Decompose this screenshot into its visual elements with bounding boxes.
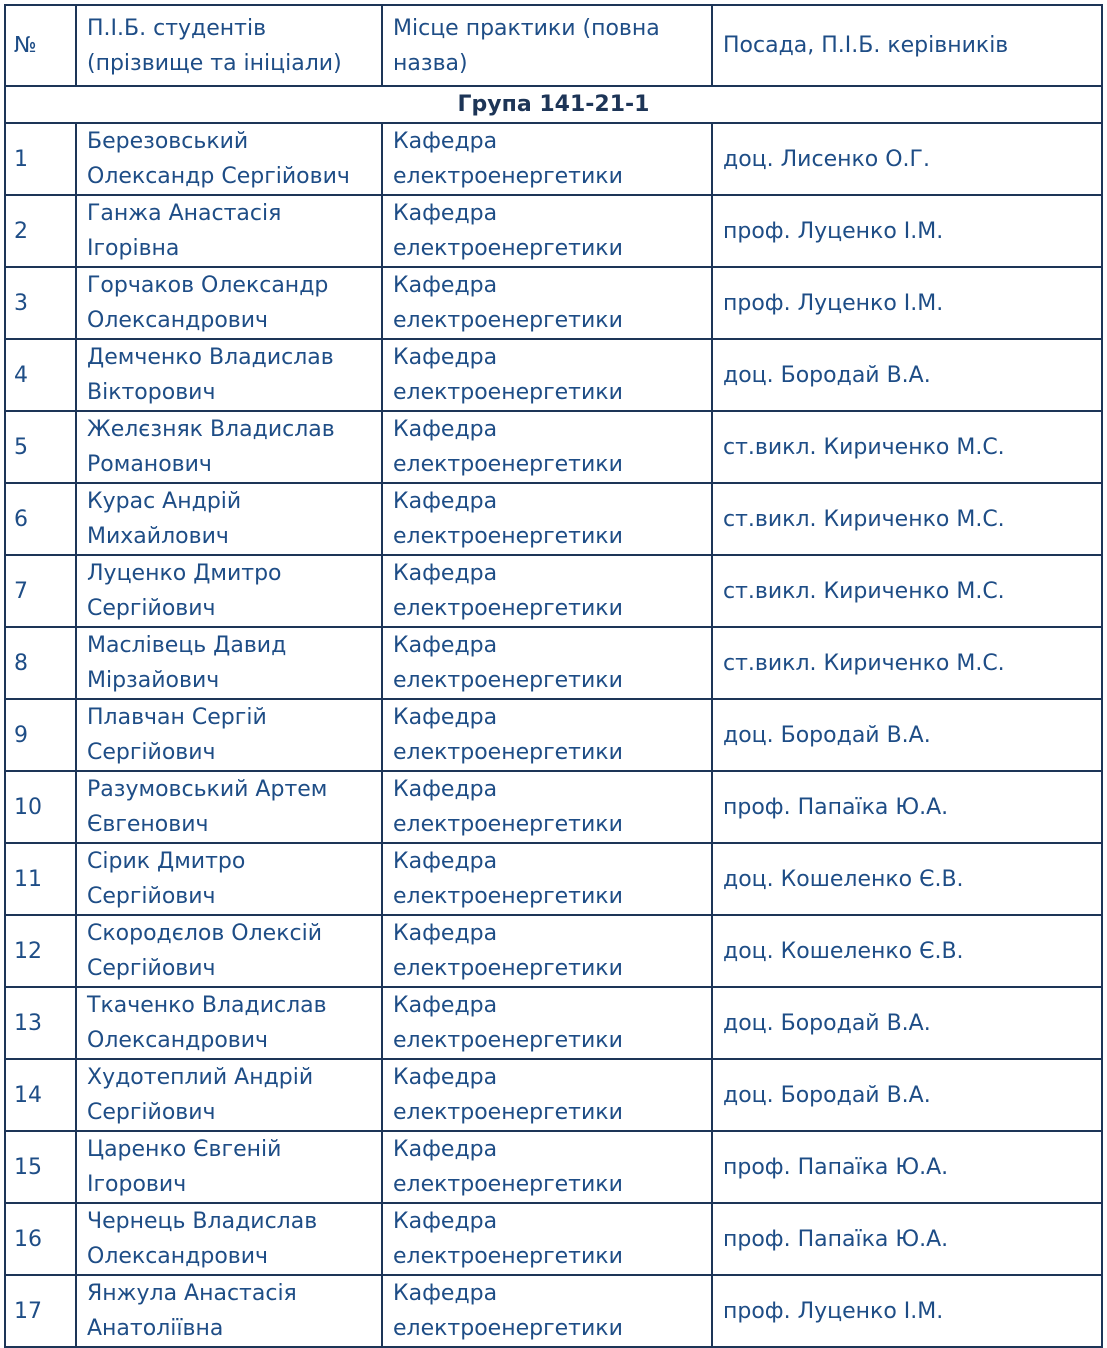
practice-place-line1: Кафедра <box>393 921 498 946</box>
group-row <box>5 86 1102 123</box>
student-name-line2: Романович <box>87 452 212 477</box>
student-name <box>76 195 382 267</box>
row-number: 11 <box>5 843 76 915</box>
table-row <box>5 123 1102 195</box>
practice-place <box>382 267 712 339</box>
practice-place-line1: Кафедра <box>393 345 498 370</box>
student-name-line1: Чернець Владислав <box>87 1209 318 1234</box>
student-name-line1: Разумовський Артем <box>87 777 328 802</box>
student-name <box>76 1059 382 1131</box>
practice-place-line1: Кафедра <box>393 273 498 298</box>
practice-place <box>382 771 712 843</box>
supervisor: доц. Бородай В.А. <box>712 339 1102 411</box>
practice-place <box>382 411 712 483</box>
supervisor: ст.викл. Кириченко М.С. <box>712 483 1102 555</box>
row-number: 17 <box>5 1275 76 1347</box>
student-name-line2: Олександрович <box>87 308 269 333</box>
practice-place-line1: Кафедра <box>393 1209 498 1234</box>
table-row <box>5 339 1102 411</box>
practice-place-line2: електроенергетики <box>393 236 623 261</box>
row-number: 2 <box>5 195 76 267</box>
practice-place-line2: електроенергетики <box>393 956 623 981</box>
student-name-line1: Ткаченко Владислав <box>87 993 327 1018</box>
student-name-line1: Демченко Владислав <box>87 345 334 370</box>
practice-place-line2: електроенергетики <box>393 1316 623 1341</box>
header-place-line1: Місце практики (повна <box>393 15 660 41</box>
practice-place-line1: Кафедра <box>393 1281 498 1306</box>
table-row <box>5 915 1102 987</box>
student-name <box>76 267 382 339</box>
student-name <box>76 1131 382 1203</box>
supervisor: проф. Папаїка Ю.А. <box>712 1131 1102 1203</box>
student-name-line2: Олександр Сергійович <box>87 164 350 189</box>
practice-place-line1: Кафедра <box>393 849 498 874</box>
header-place-line2: назва) <box>393 50 468 76</box>
supervisor: доц. Бородай В.А. <box>712 1059 1102 1131</box>
practice-place <box>382 915 712 987</box>
supervisor: проф. Луценко І.М. <box>712 267 1102 339</box>
practice-place-line1: Кафедра <box>393 993 498 1018</box>
supervisor: доц. Бородай В.А. <box>712 987 1102 1059</box>
student-name-line2: Олександрович <box>87 1244 269 1269</box>
header-student-line1: П.І.Б. студентів <box>87 15 267 41</box>
practice-place-line2: електроенергетики <box>393 164 623 189</box>
table-row <box>5 987 1102 1059</box>
practice-place-line2: електроенергетики <box>393 668 623 693</box>
practice-place <box>382 483 712 555</box>
group-label: Група 141-21-1 <box>5 86 1102 123</box>
table-row <box>5 1275 1102 1347</box>
row-number: 5 <box>5 411 76 483</box>
row-number: 14 <box>5 1059 76 1131</box>
student-name <box>76 1275 382 1347</box>
supervisor: ст.викл. Кириченко М.С. <box>712 627 1102 699</box>
row-number: 12 <box>5 915 76 987</box>
practice-place-line1: Кафедра <box>393 1065 498 1090</box>
practice-place-line2: електроенергетики <box>393 1100 623 1125</box>
practice-place-line2: електроенергетики <box>393 596 623 621</box>
practice-place <box>382 699 712 771</box>
student-name <box>76 339 382 411</box>
supervisor: проф. Луценко І.М. <box>712 1275 1102 1347</box>
student-name-line2: Анатоліївна <box>87 1316 224 1341</box>
header-row <box>5 5 1102 86</box>
practice-place-line2: електроенергетики <box>393 452 623 477</box>
practice-place-line1: Кафедра <box>393 777 498 802</box>
table-row <box>5 555 1102 627</box>
practice-place-line2: електроенергетики <box>393 740 623 765</box>
table-body <box>5 5 1102 1347</box>
practice-place-line1: Кафедра <box>393 489 498 514</box>
row-number: 10 <box>5 771 76 843</box>
supervisor: доц. Кошеленко Є.В. <box>712 843 1102 915</box>
practice-place-line2: електроенергетики <box>393 884 623 909</box>
student-name <box>76 411 382 483</box>
table-row <box>5 411 1102 483</box>
student-name <box>76 843 382 915</box>
header-num: № <box>5 5 76 86</box>
student-name <box>76 483 382 555</box>
student-name <box>76 123 382 195</box>
student-name-line2: Євгенович <box>87 812 209 837</box>
practice-place <box>382 195 712 267</box>
student-name-line2: Сергійович <box>87 740 216 765</box>
practice-place-line2: електроенергетики <box>393 1028 623 1053</box>
table-row <box>5 1203 1102 1275</box>
student-name-line1: Плавчан Сергій <box>87 705 267 730</box>
student-name <box>76 1203 382 1275</box>
practice-place <box>382 123 712 195</box>
student-name-line2: Сергійович <box>87 884 216 909</box>
practice-place-line2: електроенергетики <box>393 308 623 333</box>
supervisor: проф. Папаїка Ю.А. <box>712 771 1102 843</box>
practice-place-line2: електроенергетики <box>393 1172 623 1197</box>
practice-place <box>382 1131 712 1203</box>
row-number: 15 <box>5 1131 76 1203</box>
student-name-line1: Янжула Анастасія <box>87 1281 297 1306</box>
row-number: 13 <box>5 987 76 1059</box>
table-row <box>5 195 1102 267</box>
student-name-line1: Скородєлов Олексій <box>87 921 323 946</box>
student-name-line1: Худотеплий Андрій <box>87 1065 314 1090</box>
student-name-line2: Сергійович <box>87 596 216 621</box>
practice-place-line1: Кафедра <box>393 1137 498 1162</box>
supervisor: проф. Луценко І.М. <box>712 195 1102 267</box>
header-supervisor: Посада, П.І.Б. керівників <box>712 5 1102 86</box>
table-row <box>5 483 1102 555</box>
practice-place-line1: Кафедра <box>393 561 498 586</box>
student-name-line1: Ганжа Анастасія <box>87 201 282 226</box>
student-name-line2: Сергійович <box>87 956 216 981</box>
supervisor: доц. Лисенко О.Г. <box>712 123 1102 195</box>
practice-place <box>382 1059 712 1131</box>
row-number: 3 <box>5 267 76 339</box>
student-name-line2: Мірзайович <box>87 668 220 693</box>
table-row <box>5 627 1102 699</box>
supervisor: доц. Кошеленко Є.В. <box>712 915 1102 987</box>
supervisor: ст.викл. Кириченко М.С. <box>712 555 1102 627</box>
table-row <box>5 771 1102 843</box>
header-place <box>382 5 712 86</box>
practice-place-line1: Кафедра <box>393 201 498 226</box>
student-name-line1: Царенко Євгеній <box>87 1137 282 1162</box>
student-name-line1: Горчаков Олександр <box>87 273 329 298</box>
student-name <box>76 987 382 1059</box>
student-name-line2: Ігорівна <box>87 236 180 261</box>
student-name-line1: Маслівець Давид <box>87 633 287 658</box>
student-name-line1: Курас Андрій <box>87 489 242 514</box>
row-number: 7 <box>5 555 76 627</box>
table-row <box>5 843 1102 915</box>
student-name <box>76 627 382 699</box>
practice-place <box>382 339 712 411</box>
practice-place-line1: Кафедра <box>393 129 498 154</box>
student-name-line1: Березовський <box>87 129 249 154</box>
practice-place-line2: електроенергетики <box>393 524 623 549</box>
student-name-line1: Сірик Дмитро <box>87 849 246 874</box>
practice-place-line1: Кафедра <box>393 633 498 658</box>
practice-place-line2: електроенергетики <box>393 380 623 405</box>
practice-place <box>382 1275 712 1347</box>
student-name-line2: Михайлович <box>87 524 229 549</box>
practice-place-line2: електроенергетики <box>393 1244 623 1269</box>
table-row <box>5 267 1102 339</box>
practice-place-line1: Кафедра <box>393 417 498 442</box>
practice-table <box>4 4 1103 1348</box>
practice-place <box>382 843 712 915</box>
supervisor: доц. Бородай В.А. <box>712 699 1102 771</box>
practice-place <box>382 1203 712 1275</box>
row-number: 1 <box>5 123 76 195</box>
row-number: 6 <box>5 483 76 555</box>
practice-place <box>382 987 712 1059</box>
student-name <box>76 699 382 771</box>
student-name-line1: Луценко Дмитро <box>87 561 282 586</box>
table-row <box>5 1059 1102 1131</box>
supervisor: проф. Папаїка Ю.А. <box>712 1203 1102 1275</box>
practice-place <box>382 627 712 699</box>
practice-place <box>382 555 712 627</box>
table-row <box>5 699 1102 771</box>
student-name-line2: Сергійович <box>87 1100 216 1125</box>
row-number: 16 <box>5 1203 76 1275</box>
row-number: 9 <box>5 699 76 771</box>
student-name-line2: Вікторович <box>87 380 216 405</box>
header-student-line2: (прізвище та ініціали) <box>87 50 342 76</box>
practice-place-line1: Кафедра <box>393 705 498 730</box>
table-row <box>5 1131 1102 1203</box>
student-name-line2: Ігорович <box>87 1172 187 1197</box>
row-number: 8 <box>5 627 76 699</box>
student-name <box>76 555 382 627</box>
student-name-line2: Олександрович <box>87 1028 269 1053</box>
student-name <box>76 915 382 987</box>
header-student <box>76 5 382 86</box>
row-number: 4 <box>5 339 76 411</box>
student-name <box>76 771 382 843</box>
supervisor: ст.викл. Кириченко М.С. <box>712 411 1102 483</box>
practice-place-line2: електроенергетики <box>393 812 623 837</box>
student-name-line1: Желєзняк Владислав <box>87 417 335 442</box>
